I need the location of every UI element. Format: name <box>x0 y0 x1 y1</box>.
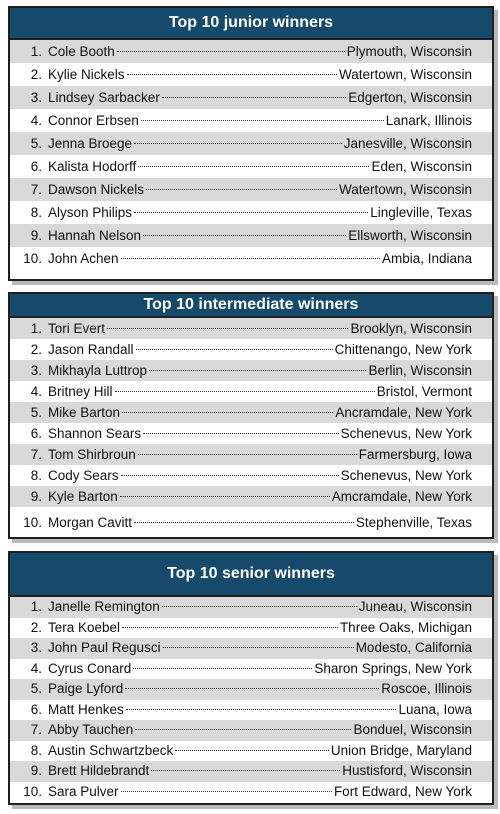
rank-number: 8. <box>30 468 42 483</box>
winner-hometown: Watertown, Wisconsin <box>338 182 472 197</box>
rank-number: 10. <box>23 515 42 530</box>
winner-row <box>10 360 492 381</box>
dot-leader <box>151 770 340 771</box>
winner-hometown: Sharon Springs, New York <box>314 660 472 676</box>
dot-leader <box>146 189 337 190</box>
winner-name: Morgan Cavitt <box>48 515 133 530</box>
winner-name: Abby Tauchen <box>48 722 134 737</box>
winner-hometown: Farmersburg, Iowa <box>358 447 472 462</box>
winner-name: Sara Pulver <box>48 783 119 799</box>
winner-name: Janelle Remington <box>48 599 160 614</box>
winner-name: John Paul Regusci <box>48 640 161 655</box>
winner-name: Kylie Nickels <box>48 67 125 82</box>
winner-name: Alyson Philips <box>48 205 133 220</box>
winner-row <box>10 638 492 659</box>
dot-leader <box>143 433 339 434</box>
winner-hometown: Fort Edward, New York <box>333 783 472 799</box>
winner-row <box>10 318 492 339</box>
rank-number: 9. <box>30 763 42 778</box>
winner-row <box>10 40 492 63</box>
intermediate-winners-box <box>8 292 494 539</box>
winner-name: Mike Barton <box>48 405 121 420</box>
winner-name: Brett Hildebrandt <box>48 763 150 778</box>
winner-hometown: Modesto, California <box>355 640 472 655</box>
winner-row <box>10 224 492 247</box>
rank-number: 2. <box>30 342 42 357</box>
dot-leader <box>162 97 346 98</box>
winner-row <box>10 700 492 721</box>
winner-row <box>10 423 492 444</box>
winner-name: Tera Koebel <box>48 619 121 635</box>
dot-leader <box>163 647 354 648</box>
winner-hometown: Luana, Iowa <box>398 701 472 717</box>
winner-row <box>10 132 492 155</box>
winner-hometown: Bristol, Vermont <box>376 384 472 399</box>
rank-number: 2. <box>30 67 42 82</box>
winner-hometown: Plymouth, Wisconsin <box>346 44 472 59</box>
winner-row <box>10 782 492 803</box>
dot-leader <box>127 74 337 75</box>
winner-hometown: Lanark, Illinois <box>385 113 472 128</box>
rank-number: 5. <box>30 136 42 151</box>
winner-name: Paige Lyford <box>48 681 124 696</box>
winner-row <box>10 761 492 782</box>
winner-hometown: Schenevus, New York <box>340 468 472 483</box>
dot-leader <box>121 258 380 259</box>
rank-number: 2. <box>30 619 42 635</box>
winner-hometown: Amcramdale, New York <box>331 489 472 504</box>
dot-leader <box>149 370 366 371</box>
intermediate-winners-list <box>10 318 492 533</box>
winner-row <box>10 720 492 741</box>
dot-leader <box>115 391 375 392</box>
winner-row <box>10 201 492 224</box>
dot-leader <box>125 688 379 689</box>
winner-row <box>10 444 492 465</box>
dot-leader <box>122 412 333 413</box>
junior-winners-list <box>10 40 492 270</box>
winner-name: Kalista Hodorff <box>48 159 137 174</box>
winner-name: Dawson Nickels <box>48 182 145 197</box>
winner-row <box>10 247 492 270</box>
rank-number: 7. <box>30 182 42 197</box>
rank-number: 1. <box>30 44 42 59</box>
winner-hometown: Stephenville, Texas <box>355 515 472 530</box>
rank-number: 4. <box>30 660 42 676</box>
winner-row <box>10 155 492 178</box>
winner-name: Britney Hill <box>48 384 113 399</box>
winner-row <box>10 63 492 86</box>
winner-hometown: Watertown, Wisconsin <box>338 67 472 82</box>
rank-number: 6. <box>30 426 42 441</box>
winner-name: Lindsey Sarbacker <box>48 90 160 105</box>
winner-name: Kyle Barton <box>48 489 118 504</box>
winner-name: John Achen <box>48 251 119 266</box>
dot-leader <box>107 328 348 329</box>
rank-number: 1. <box>30 321 42 336</box>
rank-number: 10. <box>23 251 42 266</box>
winner-row <box>10 381 492 402</box>
winner-name: Shannon Sears <box>48 426 142 441</box>
winner-row <box>10 486 492 507</box>
dot-leader <box>175 750 329 751</box>
rank-number: 6. <box>30 701 42 717</box>
dot-leader <box>134 143 342 144</box>
winner-name: Jenna Broege <box>48 136 133 151</box>
winner-name: Tori Evert <box>48 321 106 336</box>
winner-name: Tom Shirbroun <box>48 447 136 462</box>
winner-name: Jason Randall <box>48 342 134 357</box>
rank-number: 5. <box>30 405 42 420</box>
winner-row <box>10 618 492 639</box>
winner-hometown: Lingleville, Texas <box>370 205 472 220</box>
rank-number: 3. <box>30 363 42 378</box>
rank-number: 7. <box>30 447 42 462</box>
rank-number: 8. <box>30 742 42 758</box>
winner-hometown: Chittenango, New York <box>334 342 472 357</box>
winner-name: Mikhayla Luttrop <box>48 363 148 378</box>
dot-leader <box>121 475 339 476</box>
winner-hometown: Ancramdale, New York <box>335 405 472 420</box>
senior-winners-list <box>10 597 492 802</box>
rank-number: 3. <box>30 90 42 105</box>
dot-leader <box>117 51 345 52</box>
winner-name: Cyrus Conard <box>48 660 132 676</box>
dot-leader <box>162 606 357 607</box>
winner-hometown: Bonduel, Wisconsin <box>353 722 472 737</box>
rank-number: 8. <box>30 205 42 220</box>
dot-leader <box>136 349 333 350</box>
winner-name: Hannah Nelson <box>48 228 142 243</box>
winner-row <box>10 465 492 486</box>
junior-winners-box <box>8 6 494 281</box>
rank-number: 1. <box>30 599 42 614</box>
winner-hometown: Berlin, Wisconsin <box>368 363 472 378</box>
rank-number: 4. <box>30 384 42 399</box>
intermediate-winners-title: Top 10 intermediate winners <box>10 294 492 318</box>
dot-leader <box>134 522 354 523</box>
winner-row <box>10 659 492 680</box>
winner-row <box>10 679 492 700</box>
winner-hometown: Eden, Wisconsin <box>371 159 472 174</box>
winner-hometown: Ambia, Indiana <box>381 251 472 266</box>
rank-number: 3. <box>30 640 42 655</box>
rank-number: 6. <box>30 159 42 174</box>
rank-number: 5. <box>30 681 42 696</box>
dot-leader <box>134 212 368 213</box>
winner-row <box>10 597 492 618</box>
winner-hometown: Edgerton, Wisconsin <box>348 90 472 105</box>
rank-number: 10. <box>23 783 42 799</box>
winner-name: Cole Booth <box>48 44 115 59</box>
rank-number: 7. <box>30 722 42 737</box>
winner-row <box>10 402 492 423</box>
rank-number: 9. <box>30 489 42 504</box>
dot-leader <box>138 454 357 455</box>
winner-hometown: Juneau, Wisconsin <box>358 599 472 614</box>
winner-name: Austin Schwartzbeck <box>48 742 174 758</box>
winner-hometown: Three Oaks, Michigan <box>339 619 472 635</box>
dot-leader <box>120 496 330 497</box>
winner-hometown: Ellsworth, Wisconsin <box>348 228 472 243</box>
dot-leader <box>122 627 338 628</box>
winner-hometown: Schenevus, New York <box>340 426 472 441</box>
winner-name: Matt Henkes <box>48 701 124 717</box>
winner-hometown: Janesville, Wisconsin <box>343 136 472 151</box>
rank-number: 9. <box>30 228 42 243</box>
dot-leader <box>121 791 332 792</box>
winner-row <box>10 86 492 109</box>
dot-leader <box>133 668 312 669</box>
winner-name: Cody Sears <box>48 468 119 483</box>
winner-row <box>10 512 492 533</box>
dot-leader <box>135 729 351 730</box>
winner-name: Connor Erbsen <box>48 113 139 128</box>
junior-winners-title: Top 10 junior winners <box>10 8 492 40</box>
dot-leader <box>126 709 397 710</box>
winner-row <box>10 741 492 762</box>
rank-number: 4. <box>30 113 42 128</box>
dot-leader <box>141 120 384 121</box>
senior-winners-title: Top 10 senior winners <box>10 553 492 597</box>
winner-hometown: Hustisford, Wisconsin <box>342 763 472 778</box>
dot-leader <box>138 166 369 167</box>
winner-row <box>10 178 492 201</box>
senior-winners-box <box>8 551 494 805</box>
dot-leader <box>143 235 346 236</box>
winner-hometown: Roscoe, Illinois <box>381 681 472 696</box>
winner-hometown: Brooklyn, Wisconsin <box>350 321 472 336</box>
winner-row <box>10 109 492 132</box>
winner-row <box>10 339 492 360</box>
winner-hometown: Union Bridge, Maryland <box>330 742 472 758</box>
